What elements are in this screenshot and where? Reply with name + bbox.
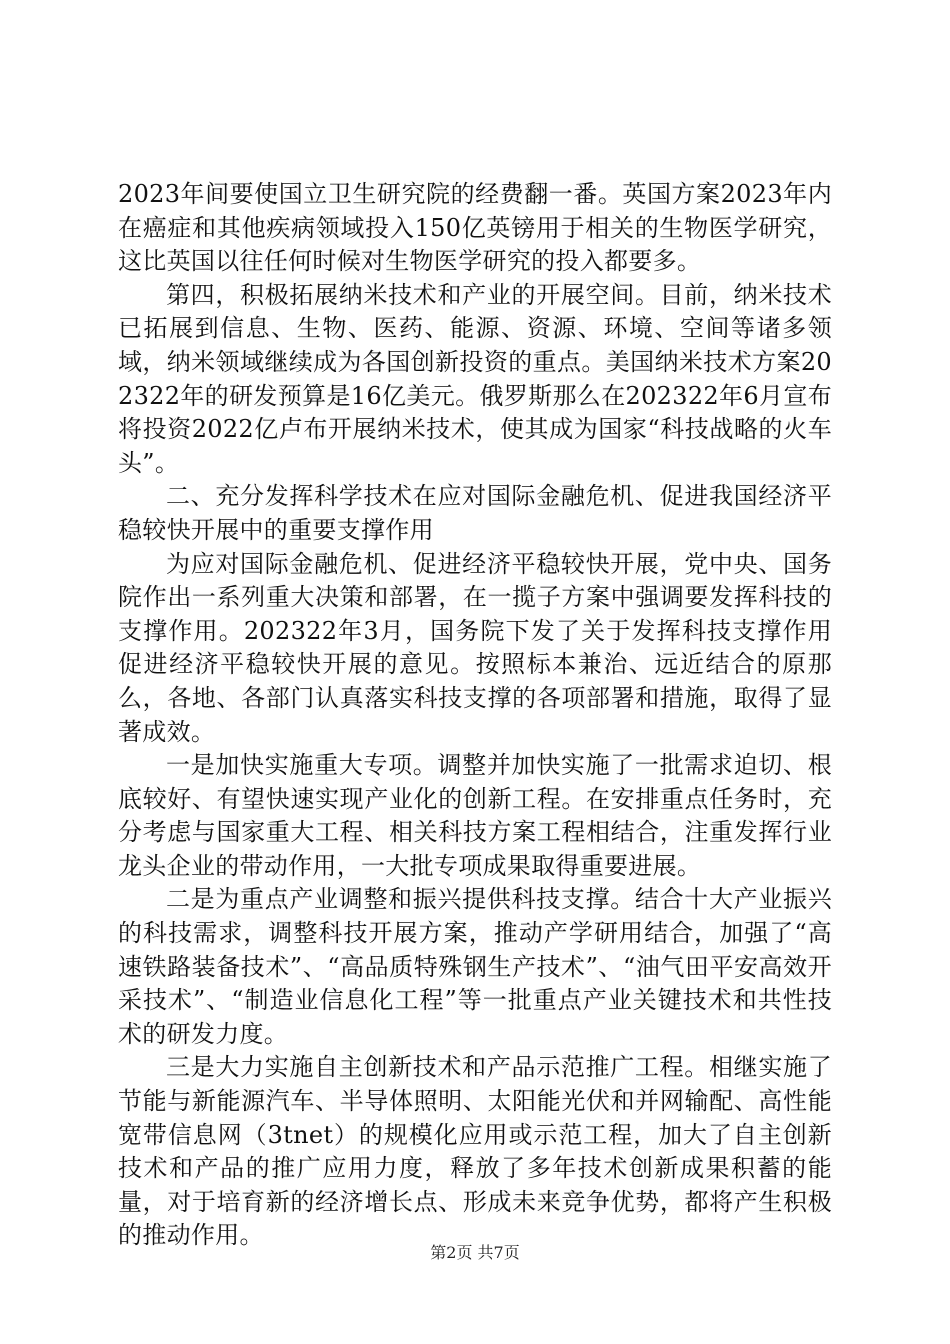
paragraph-5: 二是为重点产业调整和振兴提供科技支撑。结合十大产业振兴的科技需求，调整科技开展方案，推动产学研用结合，加强了“高速铁路装备技术”、“高品质特殊钢生产技术”、“油气田平安高效开采技术”、“制造业信息化工程”等一批重点产业关键技术和共性技术的研发力度。 <box>118 885 832 1048</box>
paragraph-2: 第四，积极拓展纳米技术和产业的开展空间。目前，纳米技术已拓展到信息、生物、医药、能源、资源、环境、空间等诸多领域，纳米领域继续成为各国创新投资的重点。美国纳米技术方案202322年的研发预算是16亿美元。俄罗斯那么在202322年6月宣布将投资2022亿卢布开展纳米技术，使其成为国家“科技战略的火车头”。 <box>118 280 832 477</box>
paragraph-4: 一是加快实施重大专项。调整并加快实施了一批需求迫切、根底较好、有望快速实现产业化的创新工程。在安排重点任务时，充分考虑与国家重大工程、相关科技方案工程相结合，注重发挥行业龙头企业的带动作用，一大批专项成果取得重要进展。 <box>118 751 832 880</box>
paragraph-6: 三是大力实施自主创新技术和产品示范推广工程。相继实施了节能与新能源汽车、半导体照明、太阳能光伏和并网输配、高性能宽带信息网（3tnet）的规模化应用或示范工程，加大了自主创新技术和产品的推广应用力度，释放了多年技术创新成果积蓄的能量，对于培育新的经济增长点、形成未来竞争优势，都将产生积极的推动作用。 <box>118 1053 832 1250</box>
paragraph-3: 为应对国际金融危机、促进经济平稳较快开展，党中央、国务院作出一系列重大决策和部署，在一揽子方案中强调要发挥科技的支撑作用。202322年3月，国务院下发了关于发挥科技支撑作用促进经济平稳较快开展的意见。按照标本兼治、远近结合的原那么，各地、各部门认真落实科技支撑的各项部署和措施，取得了显著成效。 <box>118 549 832 746</box>
page-footer: 第2页 共7页 <box>430 1243 520 1262</box>
paragraph-1: 2023年间要使国立卫生研究院的经费翻一番。英国方案2023年内在癌症和其他疾病领域投入150亿英镑用于相关的生物医学研究，这比英国以往任何时候对生物医学研究的投入都要多。 <box>118 180 832 276</box>
document-body <box>118 178 832 1253</box>
section-heading: 二、充分发挥科学技术在应对国际金融危机、促进我国经济平稳较快开展中的重要支撑作用 <box>118 482 832 544</box>
